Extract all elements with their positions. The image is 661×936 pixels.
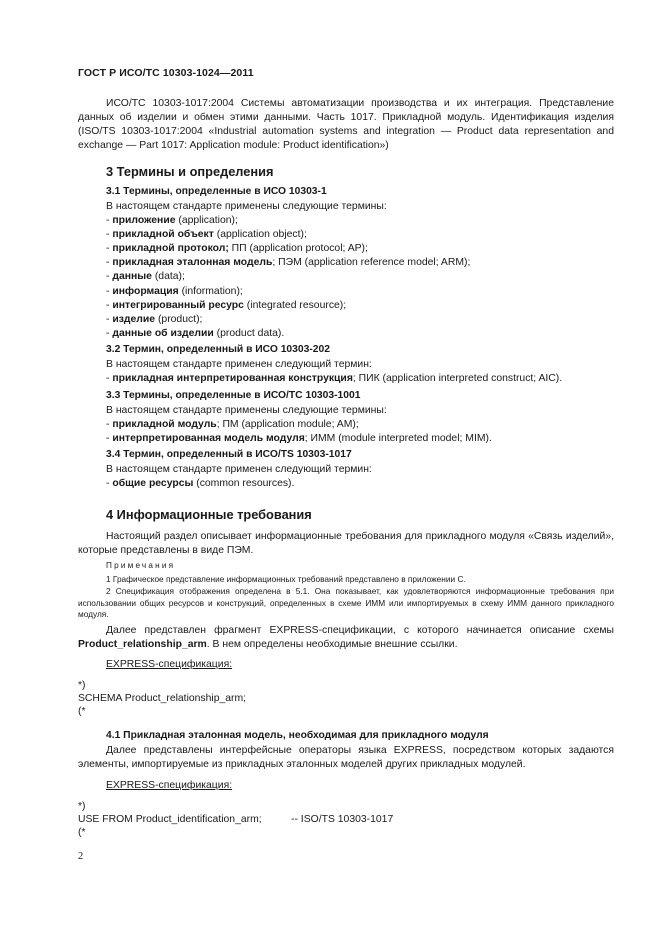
express-intro-text-start: Далее представлен фрагмент EXPRESS-спецификации, с которого начинается описание схемы [106,625,614,636]
term-list-item: - информация (information); [106,285,243,297]
term-description: (product data). [213,327,285,339]
code-line: (* [78,706,86,717]
term-name: прикладная эталонная модель [112,257,273,269]
term-name: интегрированный ресурс [112,299,244,311]
term-description: ; ПЭМ (application reference model; ARM); [272,257,471,269]
term-list-item: - данные об изделии (product data). [106,327,285,339]
term-description: (integrated resource); [243,299,347,311]
section-4-paragraph: Настоящий раздел описывает информационные требования для прикладного модуля «Связь изделий», которые представлены в виде ПЭМ. [78,531,614,556]
note-1: 1 Графическое представление информационных требований представлено в приложении С. [106,574,466,584]
schema-name: Product_relationship_arm [78,639,207,650]
term-name: прикладной протокол; [112,243,229,255]
term-name: прикладной модуль [112,419,217,430]
term-list-item: - общие ресурсы (common resources). [106,478,295,489]
term-description: (data); [151,271,185,283]
notes-label: Примечания [106,561,176,570]
term-description: ; ПМ (application module; AM); [216,419,359,430]
term-list-item: - прикладной объект (application object); [106,229,307,241]
section-3-1-title: 3.1 Термины, определенные в ИСО 10303-1 [106,186,327,197]
section-3-4-title: 3.4 Термин, определенный в ИСО/TS 10303-1017 [106,449,352,460]
term-name: общие ресурсы [112,478,194,489]
code-line: *) [78,801,86,812]
code-line: *) [78,680,86,691]
section-3-1-intro: В настоящем стандарте применены следующие термины: [106,201,387,212]
section-3-4-intro: В настоящем стандарте применен следующий термин: [106,464,372,475]
term-list-item: - данные (data); [106,271,185,283]
term-name: прикладная интерпретированная конструкция [112,373,353,384]
term-description: (common resources). [193,478,295,489]
term-name: данные [112,271,152,283]
code-comment: -- ISO/TS 10303-1017 [291,814,394,825]
term-name: данные об изделии [112,327,214,339]
section-4-1-paragraph: Далее представлены интерфейсные операторы языка EXPRESS, посредством которых задаются элементы, импортируемые из прикладных эталонных моделей других прикладных модулей. [78,745,614,770]
note-2: 2 Спецификация отображения определена в 5.1. Она показывает, как удовлетворяются информационные требования при использовании общих ресурсов и конструкций, определенных в схеме ИММ или импортируемых в схему ИММ данного прикладного модуля. [78,586,614,619]
section-3-title: 3 Термины и определения [106,164,274,179]
term-list-item: - прикладная эталонная модель; ПЭМ (application reference model; ARM); [106,257,471,269]
intro-paragraph: ИСО/ТС 10303-1017:2004 Системы автоматизации производства и их интеграция. Представление данных об изделии и обмен этими данными. Часть 1017. Прикладной модуль. Идентификация изделия (ISO/TS 10303-1017:2004 «Industrial automation systems and integration — Product data representation and exchange — Part 1017: Application module: Product identification») [78,98,614,151]
term-name: изделие [112,313,156,325]
section-3-2-title: 3.2 Термин, определенный в ИСО 10303-202 [106,344,330,355]
term-list-item: - прикладная интерпретированная конструкция; ПИК (application interpreted construct; AIC). [106,373,563,384]
term-description: ; ПИК (application interpreted construct; AIC). [352,373,563,384]
term-list-item: - интерпретированная модель модуля; ИММ (module interpreted model; MIM). [106,433,492,445]
term-description: ПП (application protocol; AP); [228,243,368,255]
term-description: (product); [155,313,203,325]
code-line: USE FROM Product_identification_arm; [78,814,262,825]
express-intro-text-end: . В нем определены необходимые внешние ссылки. [206,639,458,650]
express-intro-paragraph [78,624,614,652]
term-description: ; ИММ (module interpreted model; MIM). [304,433,492,445]
document-header: ГОСТ Р ИСО/ТС 10303-1024—2011 [78,67,254,79]
term-description: (application); [175,215,238,226]
section-3-3-title: 3.3 Термины, определенные в ИСО/ТС 10303-1001 [106,390,361,401]
page-number: 2 [78,851,84,862]
term-name: прикладной объект [112,229,214,241]
express-spec-label-2: EXPRESS-спецификация: [106,780,233,791]
term-list-item: - изделие (product); [106,313,203,325]
term-description: (application object); [213,229,307,241]
term-list-item: - приложение (application); [106,215,238,226]
code-line: (* [78,827,86,838]
term-name: информация [112,285,179,297]
term-description: (information); [178,285,243,297]
term-name: интерпретированная модель модуля [112,433,305,445]
term-list-item: - прикладной протокол; ПП (application protocol; AP); [106,243,368,255]
section-3-2-intro: В настоящем стандарте применен следующий термин: [106,359,372,370]
term-list-item: - прикладной модуль; ПМ (application module; AM); [106,419,359,430]
term-list-item: - интегрированный ресурс (integrated resource); [106,299,347,311]
section-4-1-title: 4.1 Прикладная эталонная модель, необходимая для прикладного модуля [106,730,489,741]
term-name: приложение [112,215,176,226]
express-spec-label-1: EXPRESS-спецификация: [106,659,233,670]
section-3-3-intro: В настоящем стандарте применены следующие термины: [106,405,387,416]
code-line: SCHEMA Product_relationship_arm; [78,693,247,704]
section-4-title: 4 Информационные требования [106,507,312,522]
